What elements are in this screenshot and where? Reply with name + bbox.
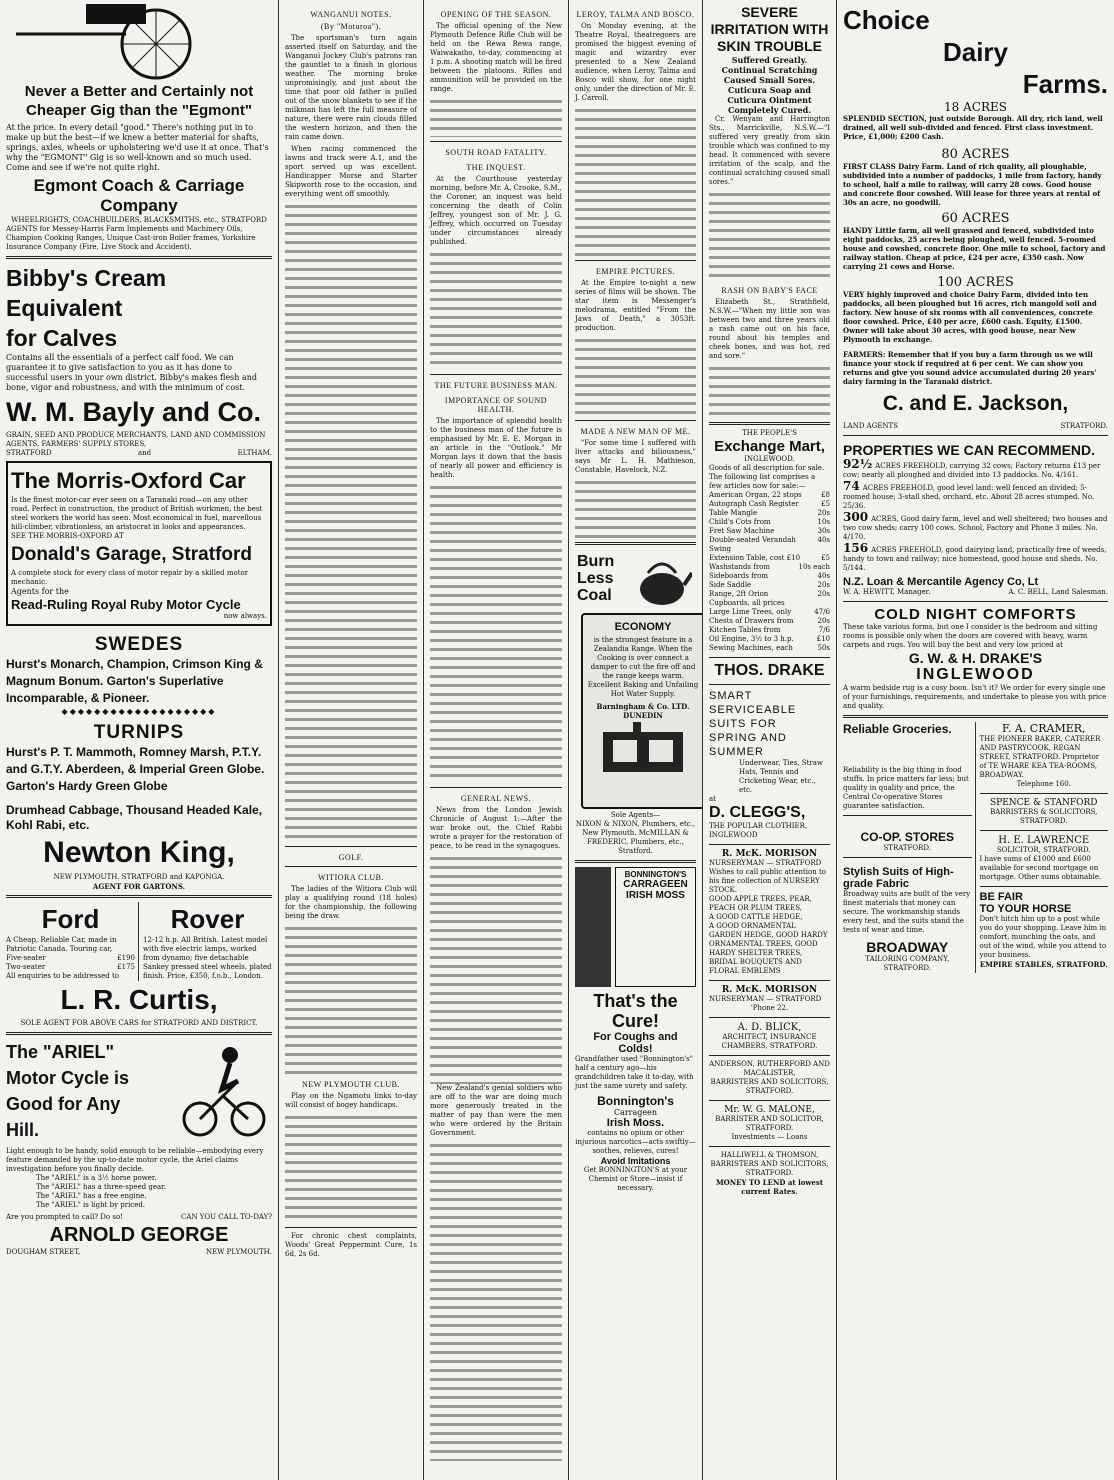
body-text-filler [575, 478, 696, 538]
peppermint-cure-note: For chronic chest complaints, Woods' Great Peppermint Cure, 1s 6d, 2s 6d. [285, 1232, 417, 1258]
mart-item-name: Autograph Cash Register [709, 500, 799, 508]
cramer-name: F. A. CRAMER, [1001, 722, 1086, 735]
rover-text: 12-12 h.p. All British. Latest model with five electric lamps, worked from dynamo; five detachable Sankey pressed steel wheels, plated finish. Price, £350, f.o.b., London. [143, 936, 272, 980]
ford-text: A Cheap, Reliable Car, made in Patriotic Canada. Touring car, [6, 936, 117, 953]
mart-item-name: Child's Cots from [709, 518, 771, 526]
property-text: ACRES FREEHOLD, carrying 32 cows; Factory returns £13 per cow; nearly all ploughed and divided into 13 paddocks. No. 4/161. [843, 462, 1101, 479]
bonnington-name: Bonnington's [597, 1094, 674, 1108]
nz-loan-staff [843, 588, 1108, 597]
ford-rover-ads [6, 902, 272, 981]
blick-name: A. D. BLICK, [737, 1022, 802, 1033]
mart-item-price: 10s [817, 518, 830, 526]
mart-item-price: 20s [817, 509, 830, 517]
properties-heading: PROPERTIES WE CAN RECOMMEND. [843, 442, 1096, 458]
mart-item-price: 40s [817, 572, 830, 580]
cold-night-heading: COLD NIGHT COMFORTS [874, 606, 1077, 623]
mart-item [709, 518, 830, 527]
donald-text: A complete stock for every class of motor repair by a skilled motor mechanic. [11, 569, 249, 586]
ariel-question: Are you prompted to call? Do so! [6, 1213, 123, 1221]
body-text-filler [285, 924, 417, 1074]
ford-ad [6, 902, 139, 981]
new-plymouth-club-paragraph: Play on the Ngamotu links to-day will consist of bogey handicaps. [285, 1092, 417, 1109]
donald-agents: Agents for the [11, 587, 69, 596]
acres-18-text: SPLENDID SECTION, just outside Borough. All dry, rich land, well drained, all well sub-divided and fenced. First class investment. Price, £1,000; £200 Cash. [843, 114, 1103, 141]
cuticura-heading: SEVERE IRRITATION WITH SKIN TROUBLE [710, 4, 829, 54]
general-news-heading: GENERAL NEWS. [460, 794, 532, 803]
rover-name: Rover [170, 904, 245, 934]
morison-item: A GOOD CATTLE HEDGE, [709, 913, 803, 921]
opening-season-paragraph: The official opening of the New Plymouth Defence Rifle Club will be held on the Rewa Rewa range, Waiwakaiho, to-day, commencing at 1 p.m. A shooting match will be fired between the platoons. Rifles and ammunition will be provided on the range. [430, 22, 562, 93]
morison-name: R. McK. MORISON [721, 985, 818, 995]
mart-item-price: 20s [817, 590, 830, 598]
economy-panel [581, 613, 702, 809]
bayly-name: W. M. Bayly and Co. [6, 397, 262, 427]
nz-loan-name: N.Z. Loan & Mercantile Agency Co, Lt [843, 576, 1039, 588]
egmont-firm: Egmont Coach & Carriage Company [33, 176, 245, 215]
body-text-filler [430, 97, 562, 137]
spence-name: SPENCE & STANFORD [989, 798, 1098, 808]
ford-price-row [6, 954, 135, 963]
tailoring-name: TAILORING COMPANY, STRATFORD. [865, 955, 950, 972]
ariel-line-4: Hill. [6, 1120, 40, 1140]
malone-name: Mr. W. G. MALONE, [724, 1105, 815, 1115]
clegg-name: D. CLEGG'S, [709, 804, 806, 821]
mart-item-name: Large Lime Trees, only [709, 608, 792, 616]
body-text-filler [575, 336, 696, 416]
inglewood-name: INGLEWOOD [916, 666, 1035, 683]
acres-80-text: FIRST CLASS Dairy Farm. Land of rich quality, all ploughable, subdivided into a number of paddocks, 1 mile from factory, handy to school, half a mile to railway, will carry 28 cows. Good house and concrete floor cowshed. Will lease for three years at rental of 30s an acre, no goodwill. [843, 162, 1102, 207]
ariel-call-row [6, 1213, 272, 1222]
mart-item [709, 536, 830, 554]
motorcycle-rider-illustration [178, 1041, 268, 1141]
bayly-place-2: and [137, 449, 152, 457]
carrageen-label [615, 867, 696, 987]
new-man-paragraph: "For some time I suffered with liver attacks and biliousness," says Mr L. H. Mathieson, Constable, Havelock, N.Z. [575, 439, 696, 474]
column-3 [423, 0, 568, 1480]
mart-item-name: Chests of Drawers from [709, 617, 794, 625]
investments-line: Investments — Loans [731, 1133, 808, 1141]
mart-item [709, 581, 830, 590]
exchange-mart: Exchange Mart, [714, 438, 825, 455]
thos-drake: THOS. DRAKE [714, 662, 825, 679]
body-text-filler [430, 483, 562, 783]
properties-list [843, 457, 1108, 573]
wanganui-byline: (By "Moturoa"). [320, 22, 382, 31]
farms-word: Farms. [1022, 69, 1108, 99]
acres-60-heading: 60 ACRES [941, 211, 1010, 226]
bonnington-text: contains no opium or other injurious narcotics—acts swiftly—soothes, relieves, cures! [575, 1129, 696, 1155]
morris-heading: The Morris-Oxford Car [11, 468, 246, 493]
spence-sub: BARRISTERS & SOLICITORS, STRATFORD. [990, 808, 1098, 825]
ford-name: Ford [41, 904, 100, 934]
mart-item-price: 47/6 [814, 608, 830, 616]
barningham-maker: Barningham & Co. LTD. DUNEDIN [596, 702, 690, 720]
drakes-text: A warm bedside rug is a cosy boon. Isn't it? We order for every single one of your furnishings, requirements, and undertake to please you with price and quality. [843, 684, 1107, 710]
mart-item-price: 50s [817, 644, 830, 652]
carrageen-line: CARRAGEEN [623, 879, 688, 890]
nursery-line: NURSERYMAN — STRATFORD [709, 859, 822, 867]
wanganui-paragraph: When racing commenced the lawns and track were A.1, and the sport served up was excellent. Handicapper Morse and Starter Skipworth rose to the occasion, and everything went off smoothly. [285, 145, 417, 198]
mart-item [709, 617, 830, 626]
mart-item-price: £5 [821, 554, 830, 562]
burn-less-coal [577, 553, 614, 604]
mart-pre: THE PEOPLE'S [742, 429, 797, 437]
column-2 [278, 0, 423, 1480]
future-business-heading: THE FUTURE BUSINESS MAN. [434, 381, 558, 390]
mart-item-name: Side Saddle [709, 581, 752, 589]
mart-item-name: Double-seated Verandah Swing [709, 536, 796, 553]
land-place: STRATFORD. [1060, 422, 1108, 430]
ariel-ad [6, 1039, 272, 1147]
smart-line: SMART [709, 690, 753, 702]
ariel-spec: The "ARIEL" has a free engine. [36, 1192, 147, 1200]
coughs-colds: For Coughs and Colds! [593, 1031, 678, 1055]
ariel-spec: The "ARIEL" is light by priced. [36, 1201, 146, 1209]
sound-health-heading: IMPORTANCE OF SOUND HEALTH. [444, 396, 548, 414]
acres-80-heading: 80 ACRES [941, 147, 1010, 162]
nz-manager: W. A. HEWITT, Manager. [843, 588, 931, 596]
bayly-place-1: STRATFORD [6, 449, 52, 457]
body-text-filler [709, 364, 830, 418]
mart-town: INGLEWOOD. [744, 455, 795, 463]
egmont-agents: AGENTS for Messey-Harris Farm Implements and Machinery Oils, Champion Cooking Ranges, Unique Cast-iron Boiler frames, Yorkshire Insurance Company (Fire, Live Stock and Accident). [6, 225, 256, 251]
property-acres: 300 [843, 510, 869, 524]
left-ad-column [843, 722, 976, 973]
nz-salesman: A. C. BELL, Land Salesman. [1008, 588, 1108, 596]
ford-note: All enquiries to be addressed to [6, 972, 119, 980]
future-business-paragraph: The importance of splendid health to the business man of the future is emphasised by Mr. E. E. Morgan in an article in the "Outlook." Mr Morgan lays it down that the basis of nearly all power and efficiency is health. [430, 417, 562, 479]
at-word: at [709, 795, 716, 803]
cuticura-sub: Suffered Greatly. Continual Scratching Caused Small Sores. Cuticura Soap and Cuticura Ointment Completely Cured. [721, 55, 818, 115]
cuticura-paragraph: Cr. Wenyam and Harrington Sts., Marrickville, N.S.W.—"I suffered very greatly from skin trouble which was confined to my head. It commenced with severe irritation of the scalp, and the continual scratching caused small sores." [709, 115, 830, 186]
egmont-heading: Never a Better and Certainly not Cheaper Gig than the "Egmont" [24, 83, 254, 119]
stylish-text: Broadway suits are built of the very finest materials that money can secure. The workmanship stands every test, and the suits stand the tests of wear and time. [843, 890, 971, 934]
anderson-name: ANDERSON, RUTHERFORD AND MACALISTER, [709, 1060, 830, 1077]
kettle-illustration [632, 551, 692, 611]
leroy-heading: LEROY, TALMA AND BOSCO. [576, 10, 695, 19]
mart-item [709, 509, 830, 518]
acres-60-text: HANDY Little farm, all well grassed and fenced, subdivided into eight paddocks, 25 acres being ploughed, well fenced. 5-roomed house and cowshed, concrete floor. One mile to school, factory and railway station. Cheap at price, £24 per acre, £350 cash. Now carrying 21 cows and Horse. [843, 226, 1106, 271]
south-road-heading: SOUTH ROAD FATALITY. [445, 148, 547, 157]
underwear-text: Underwear, Ties, Straw Hats, Tennis and Cricketing Wear, etc., etc. [739, 759, 823, 794]
mart-item-name: Oil Engine, 3½ to 3 h.p. [709, 635, 794, 643]
grandfather-text: Grandfather used "Bonnington's" half a century ago—his grandchildren take it to-day, with just the same surety and safety. [575, 1055, 694, 1090]
be-fair-text: Don't hitch him up to a post while you do your shopping. Leave him in comfort, munching the oats, and out of the wind, while you attend to your business. [979, 915, 1107, 959]
arnold-name: ARNOLD GEORGE [49, 1224, 229, 1246]
range-stove-illustration [593, 722, 693, 774]
bonnington-irish-moss: Irish Moss. [606, 1117, 665, 1129]
new-plymouth-club-heading: NEW PLYMOUTH CLUB. [301, 1080, 401, 1089]
body-text-filler [709, 190, 830, 280]
bonnington-ad [575, 867, 696, 987]
empire-pictures-heading: EMPIRE PICTURES. [595, 267, 676, 276]
ariel-call: CAN YOU CALL TO-DAY? [181, 1213, 272, 1221]
mart-item-name: Sewing Machines, each [709, 644, 793, 652]
gig-carriage-illustration [6, 4, 272, 82]
wanganui-paragraph: The sportsman's turn again asserted itself on Saturday, and the Wanganui Jockey Club's patrons ran the gauntlet to a finish in glorious weather. The morning broke unpromisingly, and just about the time that poor old father is pulled out of the snow blankets to see if the milkman has left the full measure of nature, there were rain clouds filled the western horizon, and then the rain came down. [285, 34, 417, 141]
bayly-places [6, 449, 272, 458]
body-text-filler [430, 854, 562, 1084]
burn-word: Burn [577, 553, 615, 570]
witiora-heading: WITIORA CLUB. [317, 873, 385, 882]
witiora-paragraph: The ladies of the Witiora Club will play a qualifying round (18 holes) for the championship, the following being the draw. [285, 885, 417, 920]
mart-item-price: 20s [817, 617, 830, 625]
column-1 [0, 0, 278, 1480]
mart-item-name: Kitchen Tables from [709, 626, 781, 634]
morison-item: GOOD APPLE TREES, PEAR, PEACH OR PLUM TREES, [709, 895, 812, 912]
newton-places: NEW PLYMOUTH. STRATFORD and KAPONGA. [53, 873, 225, 881]
property-text: ACRES FREEHOLD, good level land: well fenced an divided; 5-roomed house; 3-stall shed, orchard, etc. About 28 acres stumped. No. 25/36. [843, 484, 1095, 510]
mart-item [709, 635, 830, 644]
new-man-heading: MADE A NEW MAN OF ME. [580, 427, 691, 436]
ariel-text: Light enough to be handy, solid enough to be reliable—embodying every feature demanded by the up-to-date motor cycle, the Ariel claims investigation before you finally decide. [6, 1147, 264, 1173]
sole-agents: Sole Agents— [610, 811, 661, 819]
jackson-name: C. and E. Jackson, [882, 392, 1069, 415]
morison-text: Wishes to call public attention to his fine collection of NURSERY STOCK. [709, 868, 826, 894]
curtis-name: L. R. Curtis, [60, 984, 218, 1015]
general-news-paragraph: New Zealand's genial soldiers who are off to the war are doing much more generously treated in the matter of pay than were the men who were ordered by the Britain Government. [430, 1084, 562, 1137]
ford-model: Five-seater [6, 954, 46, 962]
acres-18-heading: 18 ACRES [944, 100, 1007, 114]
ford-price-row [6, 963, 135, 972]
smart-line: SUMMER [709, 746, 764, 758]
turnips-heading: TURNIPS [93, 722, 185, 743]
acres-100-text: VERY highly improved and choice Dairy Farm, divided into ten paddocks, all been ploughed but 16 acres, rich mangold soil and factory. New house of six rooms with all conveniences, concrete floor cowshed. Price, £40 per acre, £600 cash. Equity, £1500. Owner will take about 30 acres, with good house, near New Plymouth in exchange. [843, 290, 1097, 344]
body-text-filler [285, 202, 417, 842]
mart-item-price: £8 [821, 491, 830, 499]
stylish-suits: Stylish Suits of High-grade Fabric [843, 866, 954, 890]
body-text-filler [430, 250, 562, 370]
wanganui-heading: WANGANUI NOTES. [310, 10, 392, 19]
mart-item-price: 20s [817, 581, 830, 589]
morison-item: BRIDAL BOUQUETS AND FLORAL EMBLEMS [709, 958, 802, 975]
drumhead-text: Drumhead Cabbage, Thousand Headed Kale, Kohl Rabi, etc. [6, 803, 263, 832]
malone-sub: BARRISTER AND SOLICITOR, STRATFORD. [715, 1115, 824, 1132]
co-op-stores: CO-OP. STORES [860, 830, 955, 844]
clegg-sub: THE POPULAR CLOTHIER, INGLEWOOD [709, 822, 808, 839]
morison-item: A GOOD ORNAMENTAL GARDEN HEDGE, GOOD HARDY ORNAMENTAL TREES, GOOD HARDY SHELTER TREES, [709, 922, 828, 957]
mart-item [709, 527, 830, 536]
mart-item-price: 30s [817, 527, 830, 535]
coal-word: Coal [577, 587, 612, 604]
mart-item [709, 644, 830, 653]
column-5 [702, 0, 836, 1480]
less-word: Less [577, 570, 614, 587]
co-op-place: STRATFORD. [883, 844, 932, 852]
general-news-paragraph: News from the London Jewish Chronicle of August 1:—After the war broke out, the Chief Rabbi wrote a prayer for the restoration of peace, to be read in the synagogues. [430, 806, 562, 850]
body-text-filler [430, 1141, 562, 1461]
rover-ad [143, 902, 272, 981]
turnips-text: Hurst's P. T. Mammoth, Romney Marsh, P.T.Y. and G.T.Y. Aberdeen, & Imperial Green Globe. Garton's Hardy Green Globe [6, 745, 265, 793]
ariel-line-1: The "ARIEL" [6, 1042, 115, 1062]
property-acres: 92½ [843, 457, 873, 471]
nursery-line: NURSERYMAN — STRATFORD [709, 995, 822, 1003]
empire-pictures-paragraph: At the Empire to-night a new series of films will be shown. The star item is Messenger's melodrama, entitled "From the Jaws of Death," a 3053ft. production. [575, 279, 696, 332]
lower-ads [843, 722, 1108, 973]
property-item [843, 479, 1108, 511]
mart-item-list [709, 491, 830, 653]
land-agents: LAND AGENTS [843, 422, 899, 430]
land-agents-row [843, 422, 1108, 431]
property-item [843, 457, 1108, 480]
donald-heading: Donald's Garage, Stratford [11, 544, 253, 565]
carrageen-line: IRISH MOSS [626, 890, 685, 901]
empire-stables: EMPIRE STABLES, STRATFORD. [979, 960, 1108, 969]
smart-suits [709, 689, 830, 759]
donald-stock: now always. [223, 612, 267, 620]
ariel-spec: The "ARIEL" is a 3½ horse power. [36, 1174, 157, 1182]
avoid-imitations: Avoid Imitations [600, 1156, 671, 1166]
your-horse-line: TO YOUR HORSE [979, 903, 1072, 915]
mart-item-price: 10s each [798, 563, 830, 571]
right-ad-column [980, 722, 1109, 973]
anderson-sub: BARRISTERS AND SOLICITORS, STRATFORD. [710, 1078, 829, 1095]
inquest-paragraph: At the Courthouse yesterday morning, before Mr. A. Crooke, S.M., the Coroner, an inquest was held concerning the death of Colin Jeffrey, youngest son of Mr. J. G. Jeffrey, which occurred on Tuesday under circumstances already published. [430, 175, 562, 246]
morris-oxford-ad [6, 461, 272, 626]
mart-item-name: Cupboards, all prices [709, 599, 785, 607]
mart-item-price: 7/6 [818, 626, 830, 634]
bibby-heading-2: for Calves [6, 325, 118, 351]
mart-item-price: £10 [816, 635, 830, 643]
morris-see: SEE THE MORRIS-OXFORD AT [11, 532, 124, 540]
economy-text: is the strongest feature in a Zealandia Range. When the Cooking is over connect a damper to cut the fire off and the range keeps warm. Excellent Baking and Unfailing Hot Water Supply. [587, 636, 699, 698]
body-text-filler [285, 1113, 417, 1223]
acres-100-heading: 100 ACRES [937, 275, 1014, 290]
arnold-address [6, 1248, 272, 1257]
property-text: ACRES FREEHOLD, good dairying land, practically free of weeds, handy to town and railway; nice homestead, good house and sheds. No. 5/144. [843, 546, 1107, 572]
carrageen-line: BONNINGTON'S [624, 870, 687, 879]
reliable-groceries: Reliable Groceries. [843, 722, 952, 736]
thats-the-cure: That's the Cure! [593, 991, 678, 1031]
body-text-filler [575, 106, 696, 256]
drakes-name: G. W. & H. DRAKE'S [908, 650, 1043, 666]
opening-season-heading: OPENING OF THE SEASON. [440, 10, 552, 19]
mart-item-name: Range, 2ft Orion [709, 590, 769, 598]
mart-item-name: Sideboards from [709, 572, 768, 580]
smart-line: SPRING AND [709, 732, 787, 744]
newton-agent: AGENT FOR GARTONS. [92, 882, 186, 891]
bottle-illustration [575, 867, 611, 987]
property-text: ACRES, Good dairy farm, level and well sheltered; two houses and two cow sheds; carry 100 cows. School, Factory and Phone 3 miles. No. 4/170. [843, 515, 1108, 541]
rash-heading: RASH ON BABY'S FACE [721, 286, 818, 295]
mart-item-price: £5 [821, 500, 830, 508]
swedes-heading: SWEDES [94, 634, 184, 655]
inquest-heading: THE INQUEST. [466, 163, 526, 172]
property-item [843, 541, 1108, 573]
mart-item [709, 599, 830, 608]
bayly-text: GRAIN, SEED AND PRODUCE MERCHANTS, LAND AND COMMISSION AGENTS, FARMERS' SUPPLY STORES, [6, 431, 266, 448]
nixon-text: NIXON & NIXON, Plumbers, etc., New Plymouth. McMILLAN & FREDERIC, Plumbers, etc., Stratford. [575, 820, 696, 855]
money-to-lend: MONEY TO LEND at lowest current Rates. [715, 1178, 824, 1196]
mart-item [709, 590, 830, 599]
swedes-text: Hurst's Monarch, Champion, Crimson King & Magnum Bonum. Garton's Superlative Incomparable, & Pioneer. [6, 657, 263, 705]
curtis-sub: SOLE AGENT FOR ABOVE CARS for STRATFORD AND DISTRICT. [20, 1019, 258, 1027]
leroy-paragraph: On Monday evening, at the Theatre Royal, theatregoers are promised the biggest evening of magic and wizardry ever presented to a New Zealand audience, when Leroy, Talma and Bosco will show, for one night only, under the direction of Mr. E. J. Carroll. [575, 22, 696, 102]
gig-illustration [6, 4, 272, 82]
ariel-line-2: Motor Cycle is [6, 1068, 130, 1088]
groceries-text: Reliability is the big thing in food stuffs. In price matters far less; but quality in quality and price, the Central Co-operative Stores guarantee satisfaction. [843, 766, 969, 810]
ford-price: £190 [117, 954, 135, 962]
smart-line: SERVICEABLE [709, 704, 797, 716]
property-acres: 156 [843, 541, 869, 555]
phone-line: 'Phone 22. [750, 1004, 789, 1012]
mart-item [709, 608, 830, 617]
egmont-sub: WHEELRIGHTS, COACHBUILDERS, BLACKSMITHS, etc., STRATFORD [11, 216, 267, 224]
mart-item [709, 563, 830, 572]
mart-item-name: Washstands from [709, 563, 771, 571]
cold-night-text: These take various forms, but one I consider is the bedroom and sitting rooms is possible only when the doors are covered with heavy, warm carpets and rugs. You will buy the best and very low priced at [843, 623, 1098, 649]
ford-price: £175 [117, 963, 135, 971]
property-acres: 74 [843, 479, 860, 493]
ariel-line-3: Good for Any [6, 1094, 121, 1114]
mart-item-price: 40s [817, 536, 830, 544]
lawrence-sub: SOLICITOR, STRATFORD. [996, 846, 1091, 854]
ornament: ◆◆◆◆◆◆◆◆◆◆◆◆◆◆◆◆◆◆◆ [61, 707, 217, 716]
mart-item-name: American Organ, 22 stops [709, 491, 802, 499]
ariel-spec: The "ARIEL" has a three-speed gear. [36, 1183, 166, 1191]
bibby-text: Contains all the essentials of a perfect calf food. We can guarantee it to give satisfaction to you as it has done to successful users in your own district. Bibby's makes flesh and bone, vigor and robustness, and with the minimum of cost. [6, 353, 258, 392]
rash-paragraph: Elizabeth St., Strathfield, N.S.W.—"When my little son was between two and three years old a rash came out on his face, round about his temples and cheek bones, and was hot, red and sore." [709, 298, 830, 360]
column-6 [836, 0, 1114, 1480]
lawrence-text: I have sums of £1000 and £600 available for second mortgage on mortgage. Other sums obtainable. [979, 855, 1102, 881]
choice-word: Choice [843, 5, 930, 35]
be-fair-line: BE FAIR [979, 891, 1023, 903]
morris-text: Is the finest motor-car ever seen on a Taranaki road—on any other road. Perfect in construction, the product of British workmen, the best steel workers the world has seen. Most economical in fuel, marvellous hill-climber, vibrationless, an aristocrat in looks and appearances. [11, 496, 263, 531]
mart-item [709, 491, 830, 500]
golf-heading: GOLF. [338, 853, 364, 862]
lawrence-name: H. E. LAWRENCE [998, 835, 1090, 846]
bibby-heading-1: Bibby's Cream Equivalent [6, 265, 167, 321]
dairy-word: Dairy [942, 37, 1009, 67]
mart-item-name: Extension Table, cost £10 [709, 554, 801, 562]
mart-item [709, 626, 830, 635]
ford-model: Two-seater [6, 963, 46, 971]
morison-name: R. McK. MORISON [721, 849, 818, 859]
smart-line: SUITS FOR [709, 718, 777, 730]
arnold-town: NEW PLYMOUTH. [206, 1248, 272, 1256]
cramer-phone: Telephone 160. [1016, 780, 1071, 788]
newton-king-name: Newton King, [43, 836, 235, 869]
mart-item-name: Table Mangle [709, 509, 758, 517]
column-4 [568, 0, 702, 1480]
get-bonningtons: Get BONNINGTON'S at your Chemist or Store—insist if necessary. [583, 1166, 688, 1192]
egmont-text: At the price. In every detail "good." There's nothing put in to make up but the best—if we knew a better material for shafts, springs, axles, wheels or upholstering we'd use it at once. That's why the "EGMONT" Gig is so well-known and so much used. Come and see if we're not quite right. [6, 123, 269, 172]
arnold-street: DOUGHAM STREET, [6, 1248, 81, 1256]
mart-item [709, 554, 830, 563]
mart-item [709, 500, 830, 509]
zealandia-range-ad [575, 549, 699, 811]
mart-item [709, 572, 830, 581]
halliwell-text: HALLIWELL & THOMSON, BARRISTERS AND SOLICITORS, STRATFORD. [710, 1151, 829, 1177]
mart-text: Goods of all description for sale. The following list comprises a few articles now for sale:— [709, 464, 825, 490]
donald-tyre: Read-Ruling Royal Ruby Motor Cycle [11, 597, 241, 612]
economy-heading: ECONOMY [614, 621, 672, 633]
broadway-name: BROADWAY [866, 939, 949, 955]
bonnington-carrageen: Carrageen [613, 1108, 658, 1117]
property-item [843, 510, 1108, 542]
farmers-note: FARMERS: Remember that if you buy a farm through us we will finance your stock if required at 6 per cent. We can show you returns and give you sound advice accumulated during 20 years' dairy farming in the Taranaki district. [843, 350, 1097, 386]
blick-sub: ARCHITECT, INSURANCE CHAMBERS, STRATFORD. [721, 1033, 818, 1050]
mart-item-name: Fret Saw Machine [709, 527, 775, 535]
bayly-place-3: ELTHAM. [237, 449, 272, 457]
cramer-text: THE PIONEER BAKER, CATERER AND PASTRYCOOK, REGAN STREET, STRATFORD. Proprietor of TE WHARE KEA TEA-ROOMS, BROADWAY. [979, 735, 1101, 779]
